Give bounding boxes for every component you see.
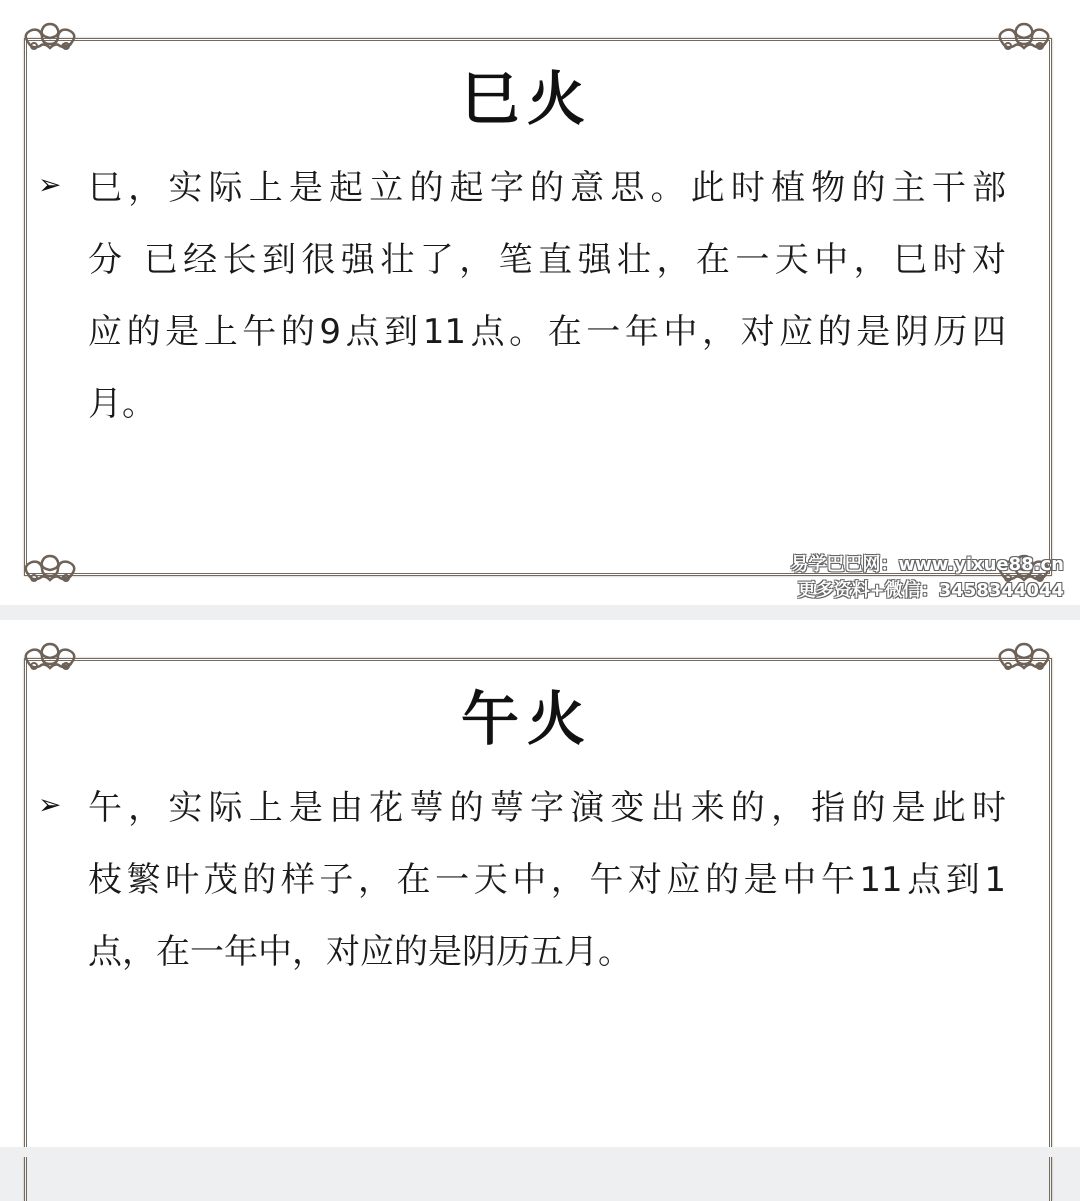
watermark-line: 易学巴巴网：www.yixue88.cn: [790, 554, 1064, 575]
slide-body: [88, 772, 1006, 988]
corner-ornament-icon: [20, 640, 80, 676]
body-line: 应的是上午的9点到11点。在一年中，对应的是阴历四: [88, 312, 1006, 352]
slide-wu-fire: [0, 620, 1080, 1147]
bullet-arrow-icon: ➢: [38, 168, 62, 201]
corner-ornament-icon: [994, 640, 1054, 676]
body-line: 枝繁叶茂的样子，在一天中，午对应的是中午11点到1: [88, 860, 1006, 900]
bullet-arrow-icon: ➢: [38, 788, 62, 821]
slide-title: 巳火: [460, 65, 593, 133]
corner-ornament-icon: [994, 20, 1054, 56]
body-line: 午，实际上是由花萼的萼字演变出来的，指的是此时: [88, 788, 1006, 828]
body-line: 巳，实际上是起立的起字的意思。此时植物的主干部: [88, 168, 1006, 208]
body-line: 月。: [88, 384, 156, 424]
watermark-line: 更多资料+微信：3458344044: [797, 580, 1064, 601]
slide-body: [88, 152, 1006, 440]
body-line: 点，在一年中，对应的是阴历五月。: [88, 932, 632, 972]
corner-ornament-icon: [20, 552, 80, 588]
corner-ornament-icon: [20, 20, 80, 56]
slide-title: 午火: [460, 685, 593, 753]
body-line: 分 已经长到很强壮了，笔直强壮，在一天中，巳时对: [88, 240, 1006, 280]
watermark: [791, 552, 1064, 604]
bottom-toolbar: [0, 1147, 1080, 1157]
